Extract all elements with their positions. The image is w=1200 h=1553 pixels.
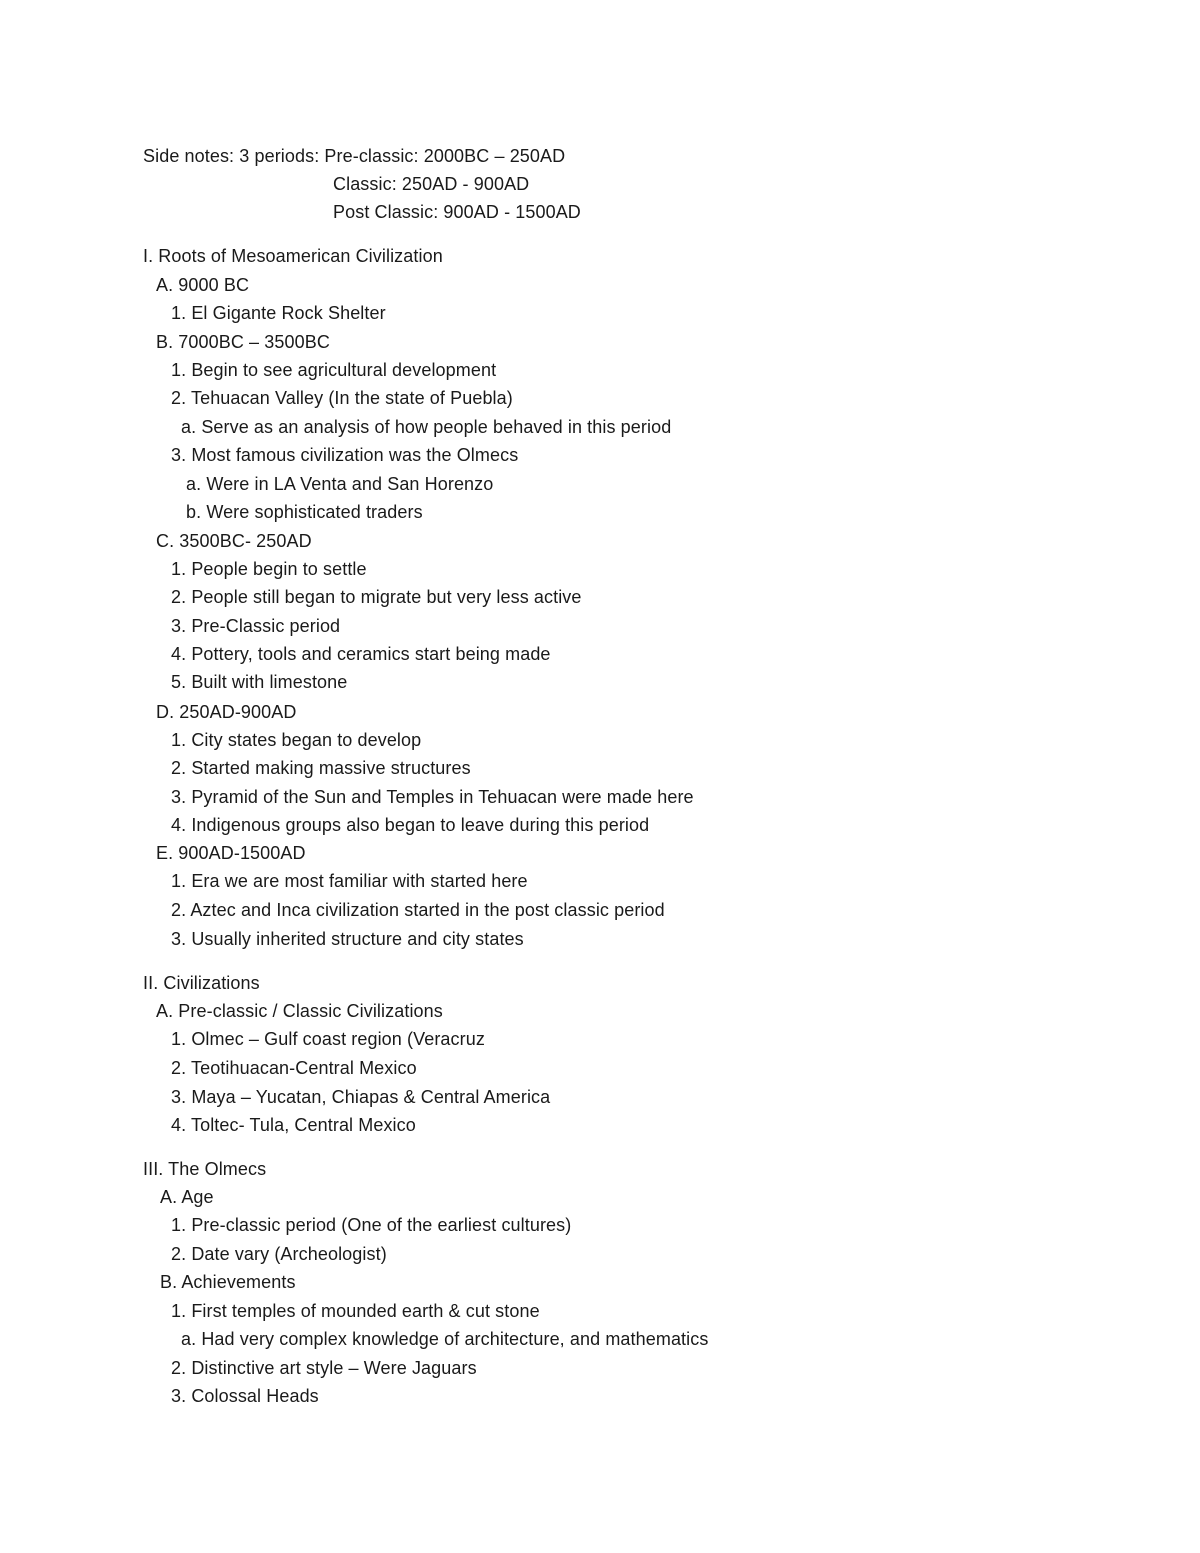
outline-item: 3. Pre-Classic period (171, 616, 341, 636)
side-notes-line: Side notes: 3 periods: Pre-classic: 2000BC – 250AD (143, 146, 566, 166)
outline-item: A. Age (160, 1187, 214, 1207)
outline-item: B. 7000BC – 3500BC (156, 332, 330, 352)
outline-item: b. Were sophisticated traders (186, 502, 423, 522)
outline-item: a. Were in LA Venta and San Horenzo (186, 474, 494, 494)
outline-item: A. 9000 BC (156, 275, 250, 295)
outline-item: a. Serve as an analysis of how people behaved in this period (181, 417, 672, 437)
outline-item: B. Achievements (160, 1272, 296, 1292)
outline-item: 1. First temples of mounded earth & cut stone (171, 1301, 540, 1321)
outline-item: 1. Pre-classic period (One of the earliest cultures) (171, 1215, 572, 1235)
section-heading: I. Roots of Mesoamerican Civilization (143, 246, 443, 266)
outline-item: 2. Started making massive structures (171, 758, 471, 778)
outline-item: 5. Built with limestone (171, 672, 348, 692)
section-heading: III. The Olmecs (143, 1159, 267, 1179)
outline-item: 3. Pyramid of the Sun and Temples in Tehuacan were made here (171, 787, 694, 807)
outline-item: 2. Date vary (Archeologist) (171, 1244, 387, 1264)
outline-item: E. 900AD-1500AD (156, 843, 306, 863)
outline-item: 3. Most famous civilization was the Olmecs (171, 445, 519, 465)
section-heading: II. Civilizations (143, 973, 260, 993)
outline-item: 2. Aztec and Inca civilization started in the post classic period (171, 900, 665, 920)
outline-item: 1. El Gigante Rock Shelter (171, 303, 386, 323)
outline-item: 1. Begin to see agricultural development (171, 360, 497, 380)
outline-item: a. Had very complex knowledge of architecture, and mathematics (181, 1329, 709, 1349)
outline-item: 3. Colossal Heads (171, 1386, 319, 1406)
outline-item: 1. People begin to settle (171, 559, 367, 579)
outline-item: 1. Era we are most familiar with started here (171, 871, 528, 891)
outline-item: 2. People still began to migrate but very less active (171, 587, 582, 607)
outline-item: 4. Pottery, tools and ceramics start being made (171, 644, 551, 664)
outline-item: 1. City states began to develop (171, 730, 422, 750)
outline-item: D. 250AD-900AD (156, 702, 297, 722)
outline-item: C. 3500BC- 250AD (156, 531, 312, 551)
side-notes-classic: Classic: 250AD - 900AD (333, 174, 530, 194)
outline-item: 1. Olmec – Gulf coast region (Veracruz (171, 1029, 485, 1049)
side-notes-post-classic: Post Classic: 900AD - 1500AD (333, 202, 581, 222)
outline-item: 2. Teotihuacan-Central Mexico (171, 1058, 417, 1078)
outline-item: 4. Indigenous groups also began to leave during this period (171, 815, 650, 835)
outline-item: 2. Distinctive art style – Were Jaguars (171, 1358, 477, 1378)
outline-item: 4. Toltec- Tula, Central Mexico (171, 1115, 416, 1135)
outline-item: 2. Tehuacan Valley (In the state of Puebla) (171, 388, 513, 408)
outline-item: 3. Usually inherited structure and city states (171, 929, 524, 949)
outline-item: 3. Maya – Yucatan, Chiapas & Central America (171, 1087, 551, 1107)
outline-item: A. Pre-classic / Classic Civilizations (156, 1001, 443, 1021)
